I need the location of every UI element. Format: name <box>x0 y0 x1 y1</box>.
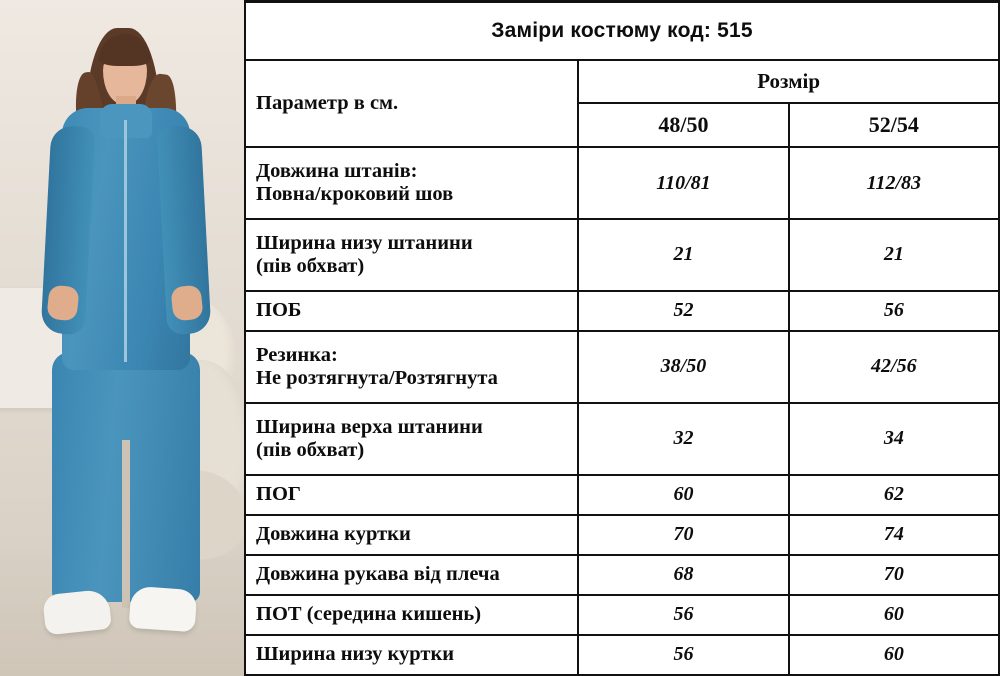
row-label-pants-hem-width <box>245 219 578 291</box>
row-label-line-2: (пів обхват) <box>256 438 365 461</box>
row-label-hip-half <box>245 291 578 331</box>
value-elastic-48-50: 38/50 <box>578 331 788 403</box>
row-label-line-1: Довжина штанів: <box>256 160 418 183</box>
row-label-line-2: Не розтягнута/Розтягнута <box>256 366 498 389</box>
table-row <box>245 635 999 675</box>
table-row <box>245 219 999 291</box>
value-chest-half-48-50: 60 <box>578 475 788 515</box>
table-row <box>245 291 999 331</box>
value-jacket-length-52-54: 74 <box>789 515 999 555</box>
row-label-line-2: Повна/кроковий шов <box>256 183 454 206</box>
value-pants-length-48-50: 110/81 <box>578 147 788 219</box>
row-label-line-1: Резинка: <box>256 343 338 366</box>
value-waist-half-52-54: 60 <box>789 595 999 635</box>
row-label-waist-half <box>245 595 578 635</box>
row-label-line-1: Ширина верха штанини <box>256 415 483 438</box>
row-label-line-1: Довжина рукава від плеча <box>256 563 500 586</box>
row-label-line-2: (пів обхват) <box>256 254 365 277</box>
value-sleeve-length-52-54: 70 <box>789 555 999 595</box>
table-row <box>245 147 999 219</box>
table-title-row <box>245 2 999 61</box>
table-row <box>245 403 999 475</box>
table-row <box>245 595 999 635</box>
column-header-size-group: Розмір <box>578 60 999 103</box>
table-row <box>245 515 999 555</box>
value-pants-top-width-48-50: 32 <box>578 403 788 475</box>
column-header-size-52-54: 52/54 <box>789 103 999 147</box>
measurements-table <box>244 0 1000 676</box>
row-label-pants-top-width <box>245 403 578 475</box>
row-label-line-1: ПОТ (середина кишень) <box>256 603 482 626</box>
row-label-pants-length <box>245 147 578 219</box>
value-waist-half-48-50: 56 <box>578 595 788 635</box>
product-photo <box>0 0 244 676</box>
model-leg-gap <box>122 440 130 608</box>
row-label-jacket-length <box>245 515 578 555</box>
column-header-parameter: Параметр в см. <box>245 60 578 147</box>
measurements-table-container <box>244 0 1000 676</box>
model-sneaker-right <box>129 586 198 633</box>
row-label-line-1: Ширина низу куртки <box>256 643 455 666</box>
model-sneaker-left <box>42 589 112 636</box>
table-row <box>245 475 999 515</box>
row-label-elastic <box>245 331 578 403</box>
value-pants-top-width-52-54: 34 <box>789 403 999 475</box>
value-pants-length-52-54: 112/83 <box>789 147 999 219</box>
value-hip-half-48-50: 52 <box>578 291 788 331</box>
table-row <box>245 331 999 403</box>
value-pants-hem-width-48-50: 21 <box>578 219 788 291</box>
table-row <box>245 555 999 595</box>
table-size-group-row <box>245 60 999 103</box>
row-label-line-1: Ширина низу штанини <box>256 232 473 255</box>
value-elastic-52-54: 42/56 <box>789 331 999 403</box>
table-title: Заміри костюму код: 515 <box>245 2 999 61</box>
row-label-line-1: Довжина куртки <box>256 523 411 546</box>
row-label-jacket-hem-width <box>245 635 578 675</box>
value-chest-half-52-54: 62 <box>789 475 999 515</box>
value-jacket-hem-width-48-50: 56 <box>578 635 788 675</box>
value-jacket-hem-width-52-54: 60 <box>789 635 999 675</box>
model-hand-left <box>46 285 79 322</box>
value-sleeve-length-48-50: 68 <box>578 555 788 595</box>
row-label-chest-half <box>245 475 578 515</box>
value-pants-hem-width-52-54: 21 <box>789 219 999 291</box>
column-header-size-48-50: 48/50 <box>578 103 788 147</box>
row-label-line-1: ПОГ <box>256 483 301 506</box>
value-hip-half-52-54: 56 <box>789 291 999 331</box>
model-jacket-zipper <box>124 120 127 362</box>
model-hand-right <box>170 285 203 322</box>
row-label-line-1: ПОБ <box>256 299 302 322</box>
value-jacket-length-48-50: 70 <box>578 515 788 555</box>
row-label-sleeve-length <box>245 555 578 595</box>
